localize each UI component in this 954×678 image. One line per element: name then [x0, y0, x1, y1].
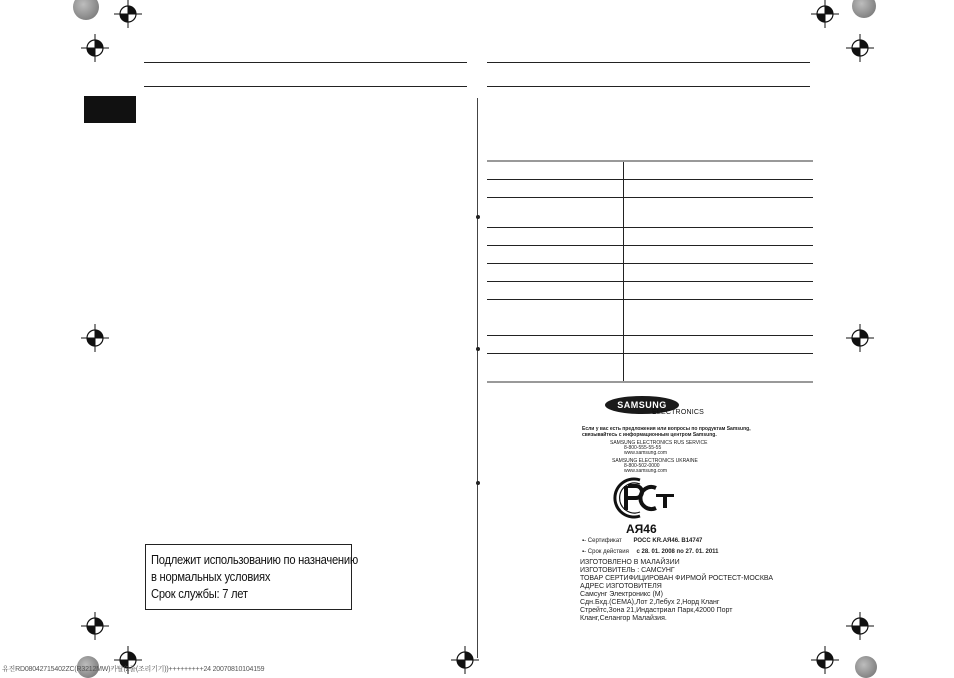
ru-service: SAMSUNG ELECTRONICS RUS SERVICE: [610, 440, 708, 446]
header-rule-right-bottom: [487, 86, 810, 87]
margin-dot: [476, 215, 480, 219]
address-line-3: Кланг,Селангор Малайзия.: [580, 615, 667, 622]
contact-line-2: связывайтесь с информационным центром Samsung.: [582, 432, 717, 438]
header-rule-left-top: [144, 62, 467, 63]
validity-label: Срок действия: [587, 549, 629, 555]
logo-brand: SAMSUNG: [617, 400, 667, 410]
registration-mark-icon: [811, 0, 839, 28]
registration-mark-icon: [846, 34, 874, 62]
margin-dot: [476, 481, 480, 485]
validity-value: с 28. 01. 2008 по 27. 01. 2011: [636, 549, 719, 555]
contact-line-1: Если у вас есть предложения или вопросы по продуктам Samsung,: [582, 426, 751, 432]
cert-label: Сертификат: [587, 538, 622, 544]
manufacturer: ИЗГОТОВИТЕЛЬ : САМСУНГ: [580, 567, 675, 574]
registration-mark-icon: [846, 324, 874, 352]
notice-line-1: Подлежит использованию по назначению: [151, 552, 358, 567]
validity-line: ▪- Срок действия с 28. 01. 2008 по 27. 01. 2011: [582, 549, 719, 555]
color-target-circle: [855, 656, 877, 678]
column-divider: [477, 98, 478, 658]
registration-mark-icon: [81, 34, 109, 62]
cert-code: АЯ46: [626, 522, 657, 536]
registration-mark-icon: [114, 0, 142, 28]
registration-mark-icon: [846, 612, 874, 640]
print-slug: 유진RD08042715402ZC(R3212MW)카탈(2줄(조리기기))+++++++++24 20070810104159: [2, 666, 265, 673]
address-label: АДРЕС ИЗГОТОВИТЕЛЯ: [580, 583, 662, 590]
company-name: Самсунг Электроникс (М): [580, 591, 663, 598]
language-tab: [84, 96, 136, 123]
notice-line-2: в нормальных условиях: [151, 569, 271, 584]
margin-dot: [476, 347, 480, 351]
ua-service: SAMSUNG ELECTRONICS UKRAINE: [612, 458, 698, 464]
ua-web: www.samsung.com: [624, 468, 668, 474]
service-life-notice: [145, 544, 358, 610]
header-rule-left-bottom: [144, 86, 467, 87]
address-line-1: Сдн.Бхд.(СЕМА),Лот 2,Лебух 2,Норд Кланг: [580, 599, 720, 606]
address-line-2: Стрейтс,Зона 21,Индастриал Парк,42000 Порт: [580, 607, 733, 614]
registration-mark-icon: [81, 324, 109, 352]
registration-mark-icon: [811, 646, 839, 674]
notice-line-3: Срок службы: 7 лет: [151, 586, 248, 601]
color-target-circle: [852, 0, 876, 18]
cert-value: РОСС KR.AЯ46. B14747: [633, 538, 703, 544]
ua-phone: 8-800-502-0000: [624, 463, 660, 469]
ru-web: www.samsung.com: [624, 450, 668, 456]
certified-by: ТОВАР СЕРТИФИЦИРОВАН ФИРМОЙ РОСТЕСТ-МОСКВА: [580, 575, 774, 582]
header-rule-right-top: [487, 62, 810, 63]
ru-phone: 8-800-555-55-55: [624, 445, 662, 451]
registration-mark-icon: [81, 612, 109, 640]
cert-line: ▪- Сертификат РОСС KR.AЯ46. B14747: [582, 538, 703, 544]
color-target-circle: [73, 0, 99, 20]
pct-cert-mark-icon: [612, 474, 676, 522]
registration-mark-icon: [451, 646, 479, 674]
logo-sub: ELECTRONICS: [652, 409, 704, 416]
made-in: ИЗГОТОВЛЕНО В МАЛАЙЗИИ: [580, 559, 680, 566]
